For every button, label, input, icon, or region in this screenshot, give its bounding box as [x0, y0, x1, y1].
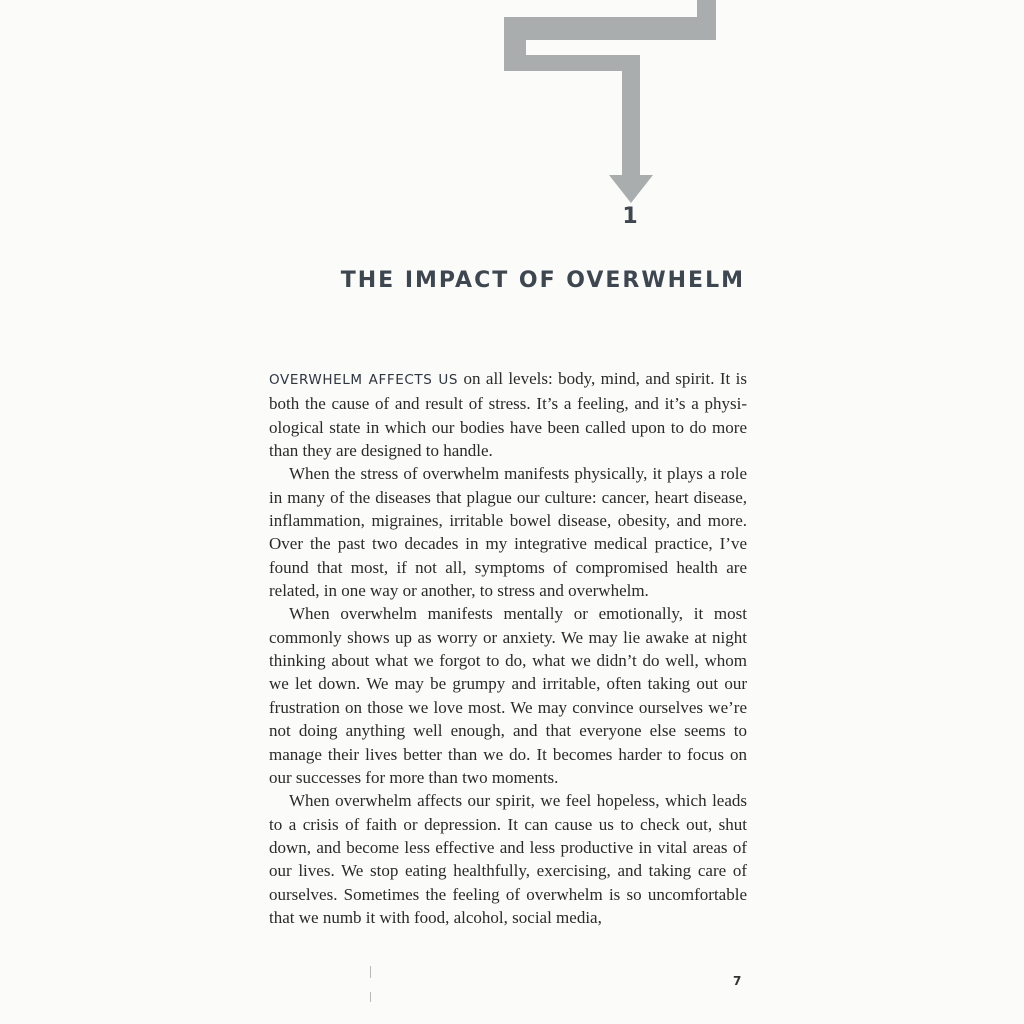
scan-mark — [370, 992, 371, 1002]
paragraph-3: When overwhelm manifests mentally or emotionally, it most commonly shows up as worry or anxiety. We may lie awake at night thinking about what we forgot to do, what we didn’t do well, whom we let down. We may be grumpy and irritable, often taking out our frustration on those we love most. We may convince ourselves we’re not doing anything well enough, and that everyone else seems to manage their lives better than we do. It becomes harder to focus on our successes for more than two moments. — [269, 604, 747, 787]
chapter-number: 1 — [622, 204, 638, 229]
paragraph-1-text: on all levels: body, mind, and spirit. It is both the cause of and result of stress. It’s a feeling, and it’s a physi-ological state in which our bodies have been called upon to do more than they are designed to handle. — [269, 369, 747, 461]
scan-mark — [370, 966, 371, 978]
paragraph-2: When the stress of overwhelm manifests physically, it plays a role in many of the diseases that plague our culture: cancer, heart disease, inflammation, migraines, irritable bowel disease, obesity, and more. Over the past two decades in my integrative medical practice, I’ve found that most, if not all, symptoms of compromised health are related, in one way or another, to stress and overwhelm. — [269, 464, 747, 601]
page-number: 7 — [733, 974, 742, 988]
paragraph-4: When overwhelm affects our spirit, we feel hopeless, which leads to a crisis of faith or depression. It can cause us to check out, shut down, and become less effective and less productive in vital areas of our lives. We stop eating healthfully, exercising, and taking care of ourselves. Sometimes the feeling of overwhelm is so uncomfortable that we numb it with food, alcohol, social media, — [269, 791, 747, 927]
body-text — [269, 367, 747, 929]
paragraph-1 — [269, 367, 747, 462]
chapter-title: THE IMPACT OF OVERWHELM — [340, 268, 745, 293]
stepped-down-arrow-icon — [0, 0, 1024, 210]
lead-in: OVERWHELM AFFECTS US — [269, 372, 459, 388]
